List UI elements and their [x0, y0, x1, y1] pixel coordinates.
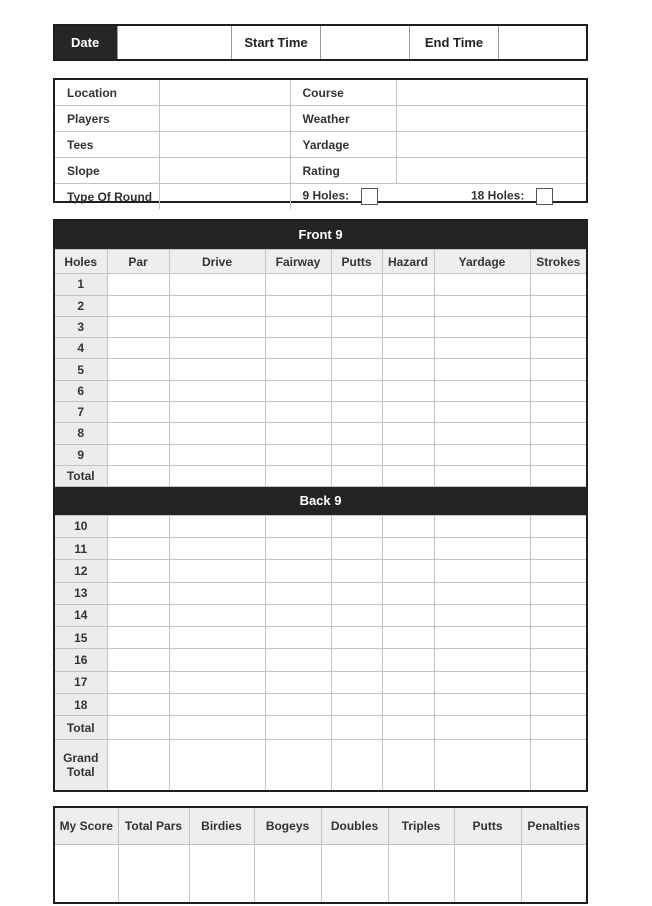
hazard-cell[interactable]: [382, 295, 434, 316]
column-header-row: [55, 249, 586, 273]
par-cell[interactable]: [107, 465, 169, 486]
column-header-par: Par: [107, 249, 169, 273]
hole-label: 17: [55, 671, 107, 693]
hazard-cell[interactable]: [382, 627, 434, 649]
par-cell[interactable]: [107, 739, 169, 790]
yardage-cell[interactable]: [434, 627, 530, 649]
date-field[interactable]: [118, 26, 232, 59]
summary-value-my-score[interactable]: [55, 845, 118, 903]
hole-row: [55, 582, 586, 604]
column-header-strokes: Strokes: [530, 249, 586, 273]
front-nine-title: Front 9: [55, 221, 586, 249]
yardage-cell[interactable]: [434, 274, 530, 295]
drive-cell[interactable]: [169, 465, 265, 486]
strokes-cell[interactable]: [530, 295, 586, 316]
hole-label: 12: [55, 560, 107, 582]
hole-row: [55, 560, 586, 582]
drive-cell[interactable]: [169, 582, 265, 604]
hole-row: [55, 338, 586, 359]
yardage-cell[interactable]: [434, 604, 530, 626]
column-header-holes: Holes: [55, 249, 107, 273]
hole-label: 5: [55, 359, 107, 380]
strokes-cell[interactable]: [530, 338, 586, 359]
weather-field[interactable]: [396, 106, 586, 132]
par-cell[interactable]: [107, 627, 169, 649]
yardage-cell[interactable]: [434, 649, 530, 671]
summary-value-triples[interactable]: [388, 845, 454, 903]
putts-cell[interactable]: [331, 627, 382, 649]
putts-cell[interactable]: [331, 402, 382, 423]
drive-cell[interactable]: [169, 316, 265, 337]
strokes-cell[interactable]: [530, 359, 586, 380]
back-total-row: [55, 716, 586, 739]
drive-cell[interactable]: [169, 444, 265, 465]
column-header-yardage: Yardage: [434, 249, 530, 273]
yardage-cell[interactable]: [434, 338, 530, 359]
yardage-cell[interactable]: [434, 716, 530, 739]
players-field[interactable]: [159, 106, 290, 132]
hole-label: Total: [55, 465, 107, 486]
fairway-cell[interactable]: [265, 465, 331, 486]
nine-holes-checkbox[interactable]: [361, 188, 378, 205]
putts-cell[interactable]: [331, 582, 382, 604]
strokes-cell[interactable]: [530, 537, 586, 559]
fairway-cell[interactable]: [265, 716, 331, 739]
hole-label: 15: [55, 627, 107, 649]
summary-value-row: [55, 845, 586, 903]
hole-label: 16: [55, 649, 107, 671]
putts-cell[interactable]: [331, 694, 382, 716]
location-field[interactable]: [159, 80, 290, 106]
par-cell[interactable]: [107, 338, 169, 359]
par-cell[interactable]: [107, 274, 169, 295]
course-field[interactable]: [396, 80, 586, 106]
players-label: Players: [55, 106, 159, 132]
putts-cell[interactable]: [331, 515, 382, 537]
hole-row: [55, 402, 586, 423]
front-nine-row: [55, 221, 586, 249]
strokes-cell[interactable]: [530, 739, 586, 790]
putts-cell[interactable]: [331, 671, 382, 693]
hole-row: [55, 359, 586, 380]
hole-row: [55, 537, 586, 559]
back-nine-title: Back 9: [55, 487, 586, 515]
putts-cell[interactable]: [331, 423, 382, 444]
putts-cell[interactable]: [331, 380, 382, 401]
putts-cell[interactable]: [331, 359, 382, 380]
par-cell[interactable]: [107, 316, 169, 337]
drive-cell[interactable]: [169, 739, 265, 790]
grand-total-label: [55, 739, 107, 790]
end-time-field[interactable]: [499, 26, 586, 59]
hazard-cell[interactable]: [382, 604, 434, 626]
scorecard-table: [53, 219, 588, 792]
drive-cell[interactable]: [169, 338, 265, 359]
hole-label: 11: [55, 537, 107, 559]
date-time-bar: [53, 24, 588, 61]
column-header-drive: Drive: [169, 249, 265, 273]
drive-cell[interactable]: [169, 295, 265, 316]
drive-cell[interactable]: [169, 627, 265, 649]
tees-label: Tees: [55, 132, 159, 158]
hole-label: 8: [55, 423, 107, 444]
fairway-cell[interactable]: [265, 274, 331, 295]
putts-cell[interactable]: [331, 338, 382, 359]
strokes-cell[interactable]: [530, 465, 586, 486]
strokes-cell[interactable]: [530, 402, 586, 423]
summary-value-putts[interactable]: [454, 845, 521, 903]
hole-row: [55, 295, 586, 316]
par-cell[interactable]: [107, 560, 169, 582]
hole-label: 7: [55, 402, 107, 423]
grand-total-label-line2: Total: [66, 764, 95, 779]
hazard-cell[interactable]: [382, 716, 434, 739]
summary-header-birdies: Birdies: [189, 808, 254, 845]
putts-cell[interactable]: [331, 465, 382, 486]
putts-cell[interactable]: [331, 537, 382, 559]
column-header-fairway: Fairway: [265, 249, 331, 273]
yardage-cell[interactable]: [434, 515, 530, 537]
hazard-cell[interactable]: [382, 582, 434, 604]
drive-cell[interactable]: [169, 274, 265, 295]
putts-cell[interactable]: [331, 739, 382, 790]
strokes-cell[interactable]: [530, 274, 586, 295]
par-cell[interactable]: [107, 694, 169, 716]
strokes-cell[interactable]: [530, 582, 586, 604]
par-cell[interactable]: [107, 671, 169, 693]
putts-cell[interactable]: [331, 316, 382, 337]
hole-row: [55, 316, 586, 337]
weather-label: Weather: [290, 106, 396, 132]
yardage-cell[interactable]: [434, 444, 530, 465]
yardage-cell[interactable]: [434, 694, 530, 716]
rating-label: Rating: [290, 158, 396, 184]
yardage-cell[interactable]: [434, 402, 530, 423]
hazard-cell[interactable]: [382, 465, 434, 486]
fairway-cell[interactable]: [265, 739, 331, 790]
fairway-cell[interactable]: [265, 295, 331, 316]
yardage-cell[interactable]: [434, 359, 530, 380]
strokes-cell[interactable]: [530, 423, 586, 444]
summary-header-putts: Putts: [454, 808, 521, 845]
column-header-hazard: Hazard: [382, 249, 434, 273]
fairway-cell[interactable]: [265, 380, 331, 401]
fairway-cell[interactable]: [265, 627, 331, 649]
strokes-cell[interactable]: [530, 380, 586, 401]
fairway-cell[interactable]: [265, 582, 331, 604]
drive-cell[interactable]: [169, 359, 265, 380]
hazard-cell[interactable]: [382, 274, 434, 295]
summary-header-bogeys: Bogeys: [254, 808, 321, 845]
hazard-cell[interactable]: [382, 359, 434, 380]
summary-header-doubles: Doubles: [321, 808, 388, 845]
column-header-putts: Putts: [331, 249, 382, 273]
fairway-cell[interactable]: [265, 338, 331, 359]
strokes-cell[interactable]: [530, 671, 586, 693]
fairway-cell[interactable]: [265, 359, 331, 380]
strokes-cell[interactable]: [530, 444, 586, 465]
course-label: Course: [290, 80, 396, 106]
fairway-cell[interactable]: [265, 423, 331, 444]
start-time-field[interactable]: [321, 26, 410, 59]
hazard-cell[interactable]: [382, 739, 434, 790]
strokes-cell[interactable]: [530, 316, 586, 337]
hazard-cell[interactable]: [382, 515, 434, 537]
yardage-field[interactable]: [396, 132, 586, 158]
strokes-cell[interactable]: [530, 694, 586, 716]
putts-cell[interactable]: [331, 295, 382, 316]
drive-cell[interactable]: [169, 423, 265, 444]
hole-label: 4: [55, 338, 107, 359]
date-label: Date: [55, 26, 118, 59]
strokes-cell[interactable]: [530, 560, 586, 582]
summary-header-penalties: Penalties: [521, 808, 586, 845]
eighteen-holes-label: 18 Holes:: [471, 188, 525, 203]
hole-row: [55, 671, 586, 693]
yardage-cell[interactable]: [434, 380, 530, 401]
putts-cell[interactable]: [331, 444, 382, 465]
hole-label: 6: [55, 380, 107, 401]
yardage-cell[interactable]: [434, 465, 530, 486]
hazard-cell[interactable]: [382, 423, 434, 444]
strokes-cell[interactable]: [530, 515, 586, 537]
summary-value-bogeys[interactable]: [254, 845, 321, 903]
hazard-cell[interactable]: [382, 338, 434, 359]
hazard-cell[interactable]: [382, 380, 434, 401]
fairway-cell[interactable]: [265, 316, 331, 337]
hole-label: 10: [55, 515, 107, 537]
yardage-cell[interactable]: [434, 582, 530, 604]
summary-header-row: [55, 808, 586, 845]
hole-label: 14: [55, 604, 107, 626]
back-nine-row: [55, 487, 586, 515]
hole-label: 18: [55, 694, 107, 716]
hole-label: 3: [55, 316, 107, 337]
drive-cell[interactable]: [169, 402, 265, 423]
hole-label: 13: [55, 582, 107, 604]
yardage-cell[interactable]: [434, 671, 530, 693]
nine-holes-label: 9 Holes:: [302, 188, 350, 203]
fairway-cell[interactable]: [265, 604, 331, 626]
slope-label: Slope: [55, 158, 159, 184]
start-time-label: Start Time: [232, 26, 321, 59]
hole-row: [55, 444, 586, 465]
fairway-cell[interactable]: [265, 560, 331, 582]
hazard-cell[interactable]: [382, 444, 434, 465]
par-cell[interactable]: [107, 515, 169, 537]
hole-label: 1: [55, 274, 107, 295]
putts-cell[interactable]: [331, 274, 382, 295]
hole-row: [55, 604, 586, 626]
par-cell[interactable]: [107, 537, 169, 559]
fairway-cell[interactable]: [265, 671, 331, 693]
hole-label: 9: [55, 444, 107, 465]
type-of-round-label: Type Of Round: [55, 184, 159, 210]
round-info-table: [53, 78, 588, 203]
summary-value-doubles[interactable]: [321, 845, 388, 903]
par-cell[interactable]: [107, 295, 169, 316]
drive-cell[interactable]: [169, 537, 265, 559]
summary-header-triples: Triples: [388, 808, 454, 845]
strokes-cell[interactable]: [530, 649, 586, 671]
hole-row: [55, 694, 586, 716]
hole-row: [55, 627, 586, 649]
eighteen-holes-option: [459, 184, 586, 210]
summary-value-birdies[interactable]: [189, 845, 254, 903]
par-cell[interactable]: [107, 649, 169, 671]
yardage-cell[interactable]: [434, 537, 530, 559]
summary-header-total-pars: Total Pars: [118, 808, 189, 845]
summary-value-total-pars[interactable]: [118, 845, 189, 903]
summary-table: [53, 806, 588, 904]
strokes-cell[interactable]: [530, 716, 586, 739]
hole-row: [55, 274, 586, 295]
drive-cell[interactable]: [169, 380, 265, 401]
putts-cell[interactable]: [331, 716, 382, 739]
par-cell[interactable]: [107, 359, 169, 380]
yardage-cell[interactable]: [434, 560, 530, 582]
fairway-cell[interactable]: [265, 537, 331, 559]
hole-row: [55, 380, 586, 401]
yardage-cell[interactable]: [434, 423, 530, 444]
par-cell[interactable]: [107, 604, 169, 626]
drive-cell[interactable]: [169, 560, 265, 582]
par-cell[interactable]: [107, 582, 169, 604]
tees-field[interactable]: [159, 132, 290, 158]
hole-row: [55, 649, 586, 671]
hazard-cell[interactable]: [382, 537, 434, 559]
hole-label: 2: [55, 295, 107, 316]
eighteen-holes-checkbox[interactable]: [536, 188, 553, 205]
par-cell[interactable]: [107, 444, 169, 465]
fairway-cell[interactable]: [265, 444, 331, 465]
putts-cell[interactable]: [331, 560, 382, 582]
hazard-cell[interactable]: [382, 316, 434, 337]
hole-row: [55, 423, 586, 444]
front-total-row: [55, 465, 586, 486]
putts-cell[interactable]: [331, 604, 382, 626]
summary-value-penalties[interactable]: [521, 845, 586, 903]
location-label: Location: [55, 80, 159, 106]
hazard-cell[interactable]: [382, 694, 434, 716]
hole-label: Total: [55, 716, 107, 739]
summary-header-my-score: My Score: [55, 808, 118, 845]
drive-cell[interactable]: [169, 671, 265, 693]
drive-cell[interactable]: [169, 515, 265, 537]
drive-cell[interactable]: [169, 716, 265, 739]
par-cell[interactable]: [107, 402, 169, 423]
fairway-cell[interactable]: [265, 649, 331, 671]
hole-row: [55, 515, 586, 537]
fairway-cell[interactable]: [265, 694, 331, 716]
rating-field[interactable]: [396, 158, 586, 184]
drive-cell[interactable]: [169, 604, 265, 626]
yardage-cell[interactable]: [434, 295, 530, 316]
grand-total-row: [55, 739, 586, 790]
yardage-label: Yardage: [290, 132, 396, 158]
fairway-cell[interactable]: [265, 515, 331, 537]
strokes-cell[interactable]: [530, 604, 586, 626]
hazard-cell[interactable]: [382, 560, 434, 582]
slope-field[interactable]: [159, 158, 290, 184]
nine-holes-option: [290, 184, 459, 210]
par-cell[interactable]: [107, 716, 169, 739]
par-cell[interactable]: [107, 380, 169, 401]
par-cell[interactable]: [107, 423, 169, 444]
hazard-cell[interactable]: [382, 402, 434, 423]
hazard-cell[interactable]: [382, 649, 434, 671]
fairway-cell[interactable]: [265, 402, 331, 423]
putts-cell[interactable]: [331, 649, 382, 671]
grand-total-label-line1: Grand: [63, 750, 99, 765]
type-of-round-field[interactable]: [159, 184, 290, 210]
strokes-cell[interactable]: [530, 627, 586, 649]
end-time-label: End Time: [410, 26, 499, 59]
yardage-cell[interactable]: [434, 316, 530, 337]
hazard-cell[interactable]: [382, 671, 434, 693]
yardage-cell[interactable]: [434, 739, 530, 790]
drive-cell[interactable]: [169, 649, 265, 671]
drive-cell[interactable]: [169, 694, 265, 716]
